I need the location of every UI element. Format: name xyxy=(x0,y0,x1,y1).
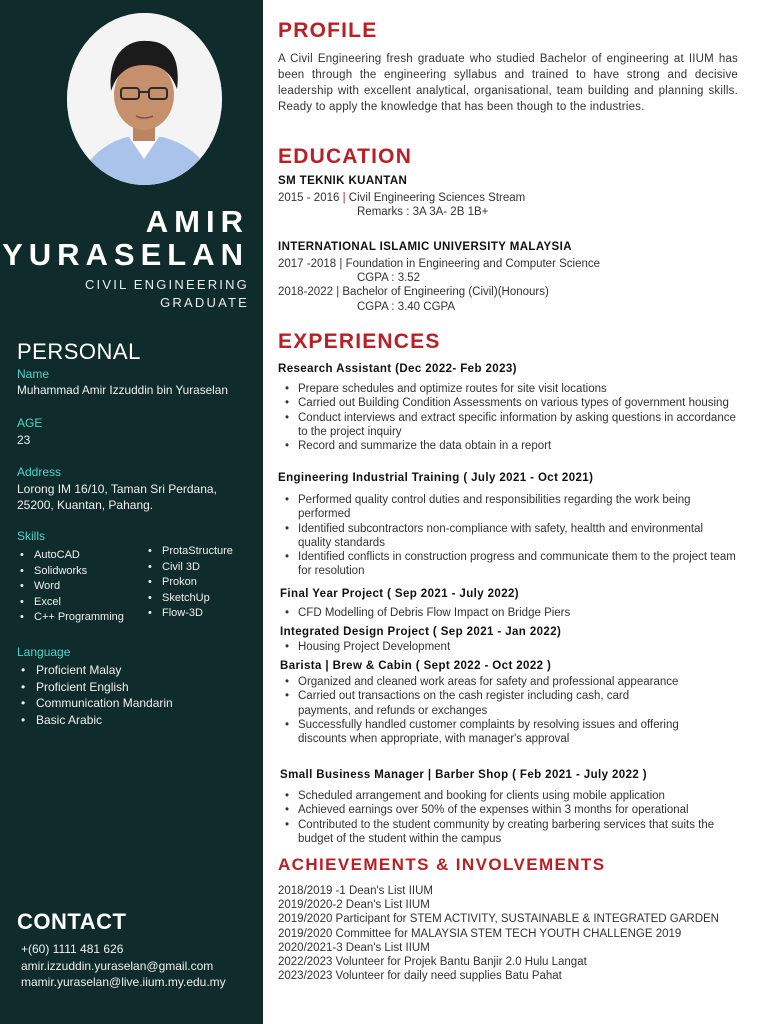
candidate-role xyxy=(85,276,249,312)
skill-item: • Prokon xyxy=(145,575,233,591)
language-item: • Communication Mandarin xyxy=(20,695,173,712)
list-item: • Successfully handled customer complaints by resolving issues and offering discounts when appropriate, with manager's approval xyxy=(283,718,683,747)
skill-item: • AutoCAD xyxy=(17,548,124,564)
job-1-heading: Research Assistant (Dec 2022- Feb 2023) xyxy=(278,363,517,375)
list-item: • Achieved earnings over 50% of the expenses within 3 months for operational xyxy=(283,803,738,817)
list-item: 2019/2020-2 Dean's List IIUM xyxy=(278,899,430,912)
sidebar xyxy=(0,0,263,1024)
name-line-1: AMIR xyxy=(145,204,249,239)
personal-heading: PERSONAL xyxy=(17,339,141,364)
school-1-name: SM TEKNIK KUANTAN xyxy=(278,175,408,187)
profile-heading: PROFILE xyxy=(278,19,378,42)
skills-label: Skills xyxy=(17,529,46,543)
list-item: • Identified subcontractors non-compliance with safety, healtth and environmental quality standards xyxy=(283,522,738,551)
job-6-heading: Small Business Manager | Barber Shop ( Feb 2021 - July 2022 ) xyxy=(280,769,647,781)
education-heading: EDUCATION xyxy=(278,145,413,168)
list-item: • Carried out Building Condition Assessments on various types of government housing xyxy=(283,396,738,410)
skill-item: • Excel xyxy=(17,595,124,611)
school-1-line xyxy=(278,191,525,205)
school-1-years: 2015 - 2016 xyxy=(278,192,340,204)
list-item: • Carried out transactions on the cash register including cash, card payments, and refunds or exchanges xyxy=(283,689,683,718)
age-label: AGE xyxy=(17,416,43,430)
candidate-name xyxy=(2,205,249,271)
profile-photo xyxy=(67,13,222,185)
skills-list-left xyxy=(17,548,124,626)
school-2-name: INTERNATIONAL ISLAMIC UNIVERSITY MALAYSIA xyxy=(278,241,572,253)
list-item: • Scheduled arrangement and booking for clients using mobile application xyxy=(283,789,738,803)
skill-item: • Solidworks xyxy=(17,564,124,580)
profile-text: A Civil Engineering fresh graduate who studied Bachelor of engineering at IIUM has been through the engineering syllabus and trained to have strong and decisive leadership with excellent analytical, organisational, team building and planning skills. Ready to apply the knowledge that has been though to the industries. xyxy=(278,53,738,113)
job-3-heading: Final Year Project ( Sep 2021 - July 2022) xyxy=(280,588,520,600)
job-6-bullets xyxy=(283,789,738,846)
list-item: 2023/2023 Volunteer for daily need supplies Batu Pahat xyxy=(278,970,562,983)
list-item: • Identified conflicts in construction progress and communicate them to the project team for resolution xyxy=(283,550,738,579)
name-line-2: YURASELAN xyxy=(2,237,249,272)
skill-item: • ProtaStructure xyxy=(145,544,233,560)
age-value: 23 xyxy=(17,433,31,447)
list-item: • Record and summarize the data obtain in a report xyxy=(283,439,738,453)
address-line-2: 25200, Kuantan, Pahang. xyxy=(17,498,154,512)
list-item: • CFD Modelling of Debris Flow Impact on Bridge Piers xyxy=(283,606,738,620)
list-item: 2020/2021-3 Dean's List IIUM xyxy=(278,941,430,954)
list-item: 2018/2019 -1 Dean's List IIUM xyxy=(278,885,433,897)
full-name-value: Muhammad Amir Izzuddin bin Yuraselan xyxy=(17,383,228,397)
contact-heading: CONTACT xyxy=(17,909,127,934)
role-line-1: CIVIL ENGINEERING xyxy=(84,277,249,292)
email-secondary[interactable]: mamir.yuraselan@live.iium.my.edu.my xyxy=(21,975,226,989)
school-2-line-2: 2018-2022 | Bachelor of Engineering (Civil)(Honours) xyxy=(278,286,549,298)
language-item: • Proficient Malay xyxy=(20,662,173,679)
list-item: • Conduct interviews and extract specific information by asking questions in accordance to the project inquiry xyxy=(283,411,738,440)
skill-item: • C++ Programming xyxy=(17,610,124,626)
school-1-separator: | xyxy=(342,192,346,204)
language-item: • Proficient English xyxy=(20,679,173,696)
job-4-bullets xyxy=(283,640,738,654)
role-line-2: GRADUATE xyxy=(160,295,249,310)
list-item: • Organized and cleaned work areas for safety and professional appearance xyxy=(283,675,683,689)
job-2-heading: Engineering Industrial Training ( July 2021 - Oct 2021) xyxy=(278,472,594,484)
job-4-heading: Integrated Design Project ( Sep 2021 - Jan 2022) xyxy=(280,626,562,638)
school-1-program: Civil Engineering Sciences Stream xyxy=(348,192,526,204)
list-item: • Contributed to the student community by creating barbering services that suits the budget of the student within the campus xyxy=(283,818,738,847)
experiences-heading: EXPERIENCES xyxy=(278,330,441,353)
email-primary[interactable]: amir.izzuddin.yuraselan@gmail.com xyxy=(21,959,214,973)
job-2-bullets xyxy=(283,493,738,579)
skill-item: • Flow-3D xyxy=(145,606,233,622)
skill-item: • Civil 3D xyxy=(145,560,233,576)
job-5-heading: Barista | Brew & Cabin ( Sept 2022 - Oct 2022 ) xyxy=(280,660,552,672)
language-list xyxy=(20,662,173,728)
school-2-line-1: 2017 -2018 | Foundation in Engineering and Computer Science xyxy=(278,258,601,270)
list-item: 2022/2023 Volunteer for Projek Bantu Banjir 2.0 Hulu Langat xyxy=(278,956,587,969)
school-1-remarks: Remarks : 3A 3A- 2B 1B+ xyxy=(357,206,489,218)
list-item: 2019/2020 Committee for MALAYSIA STEM TECH YOUTH CHALLENGE 2019 xyxy=(278,927,682,940)
language-item: • Basic Arabic xyxy=(20,712,173,729)
phone-number: +(60) 1111 481 626 xyxy=(21,942,124,956)
list-item: • Prepare schedules and optimize routes for site visit locations xyxy=(283,382,738,396)
name-label: Name xyxy=(17,367,50,381)
skills-list-right xyxy=(145,544,233,622)
job-1-bullets xyxy=(283,382,738,453)
list-item: • Housing Project Development xyxy=(283,640,738,654)
language-label: Language xyxy=(17,645,71,659)
achievements-heading: ACHIEVEMENTS & INVOLVEMENTS xyxy=(278,855,606,874)
list-item: • Performed quality control duties and responsibilities regarding the work being performed xyxy=(283,493,738,522)
school-2-cgpa-2: CGPA : 3.40 CGPA xyxy=(357,301,456,313)
list-item: 2019/2020 Participant for STEM ACTIVITY, SUSTAINABLE & INTEGRATED GARDEN xyxy=(278,913,719,926)
address-line-1: Lorong IM 16/10, Taman Sri Perdana, xyxy=(17,482,217,496)
job-3-bullets xyxy=(283,606,738,620)
school-2-cgpa-1: CGPA : 3.52 xyxy=(357,272,421,284)
job-5-bullets xyxy=(283,675,683,746)
skill-item: • SketchUp xyxy=(145,591,233,607)
skill-item: • Word xyxy=(17,579,124,595)
achievements-list xyxy=(278,884,719,983)
address-label: Address xyxy=(17,465,62,479)
